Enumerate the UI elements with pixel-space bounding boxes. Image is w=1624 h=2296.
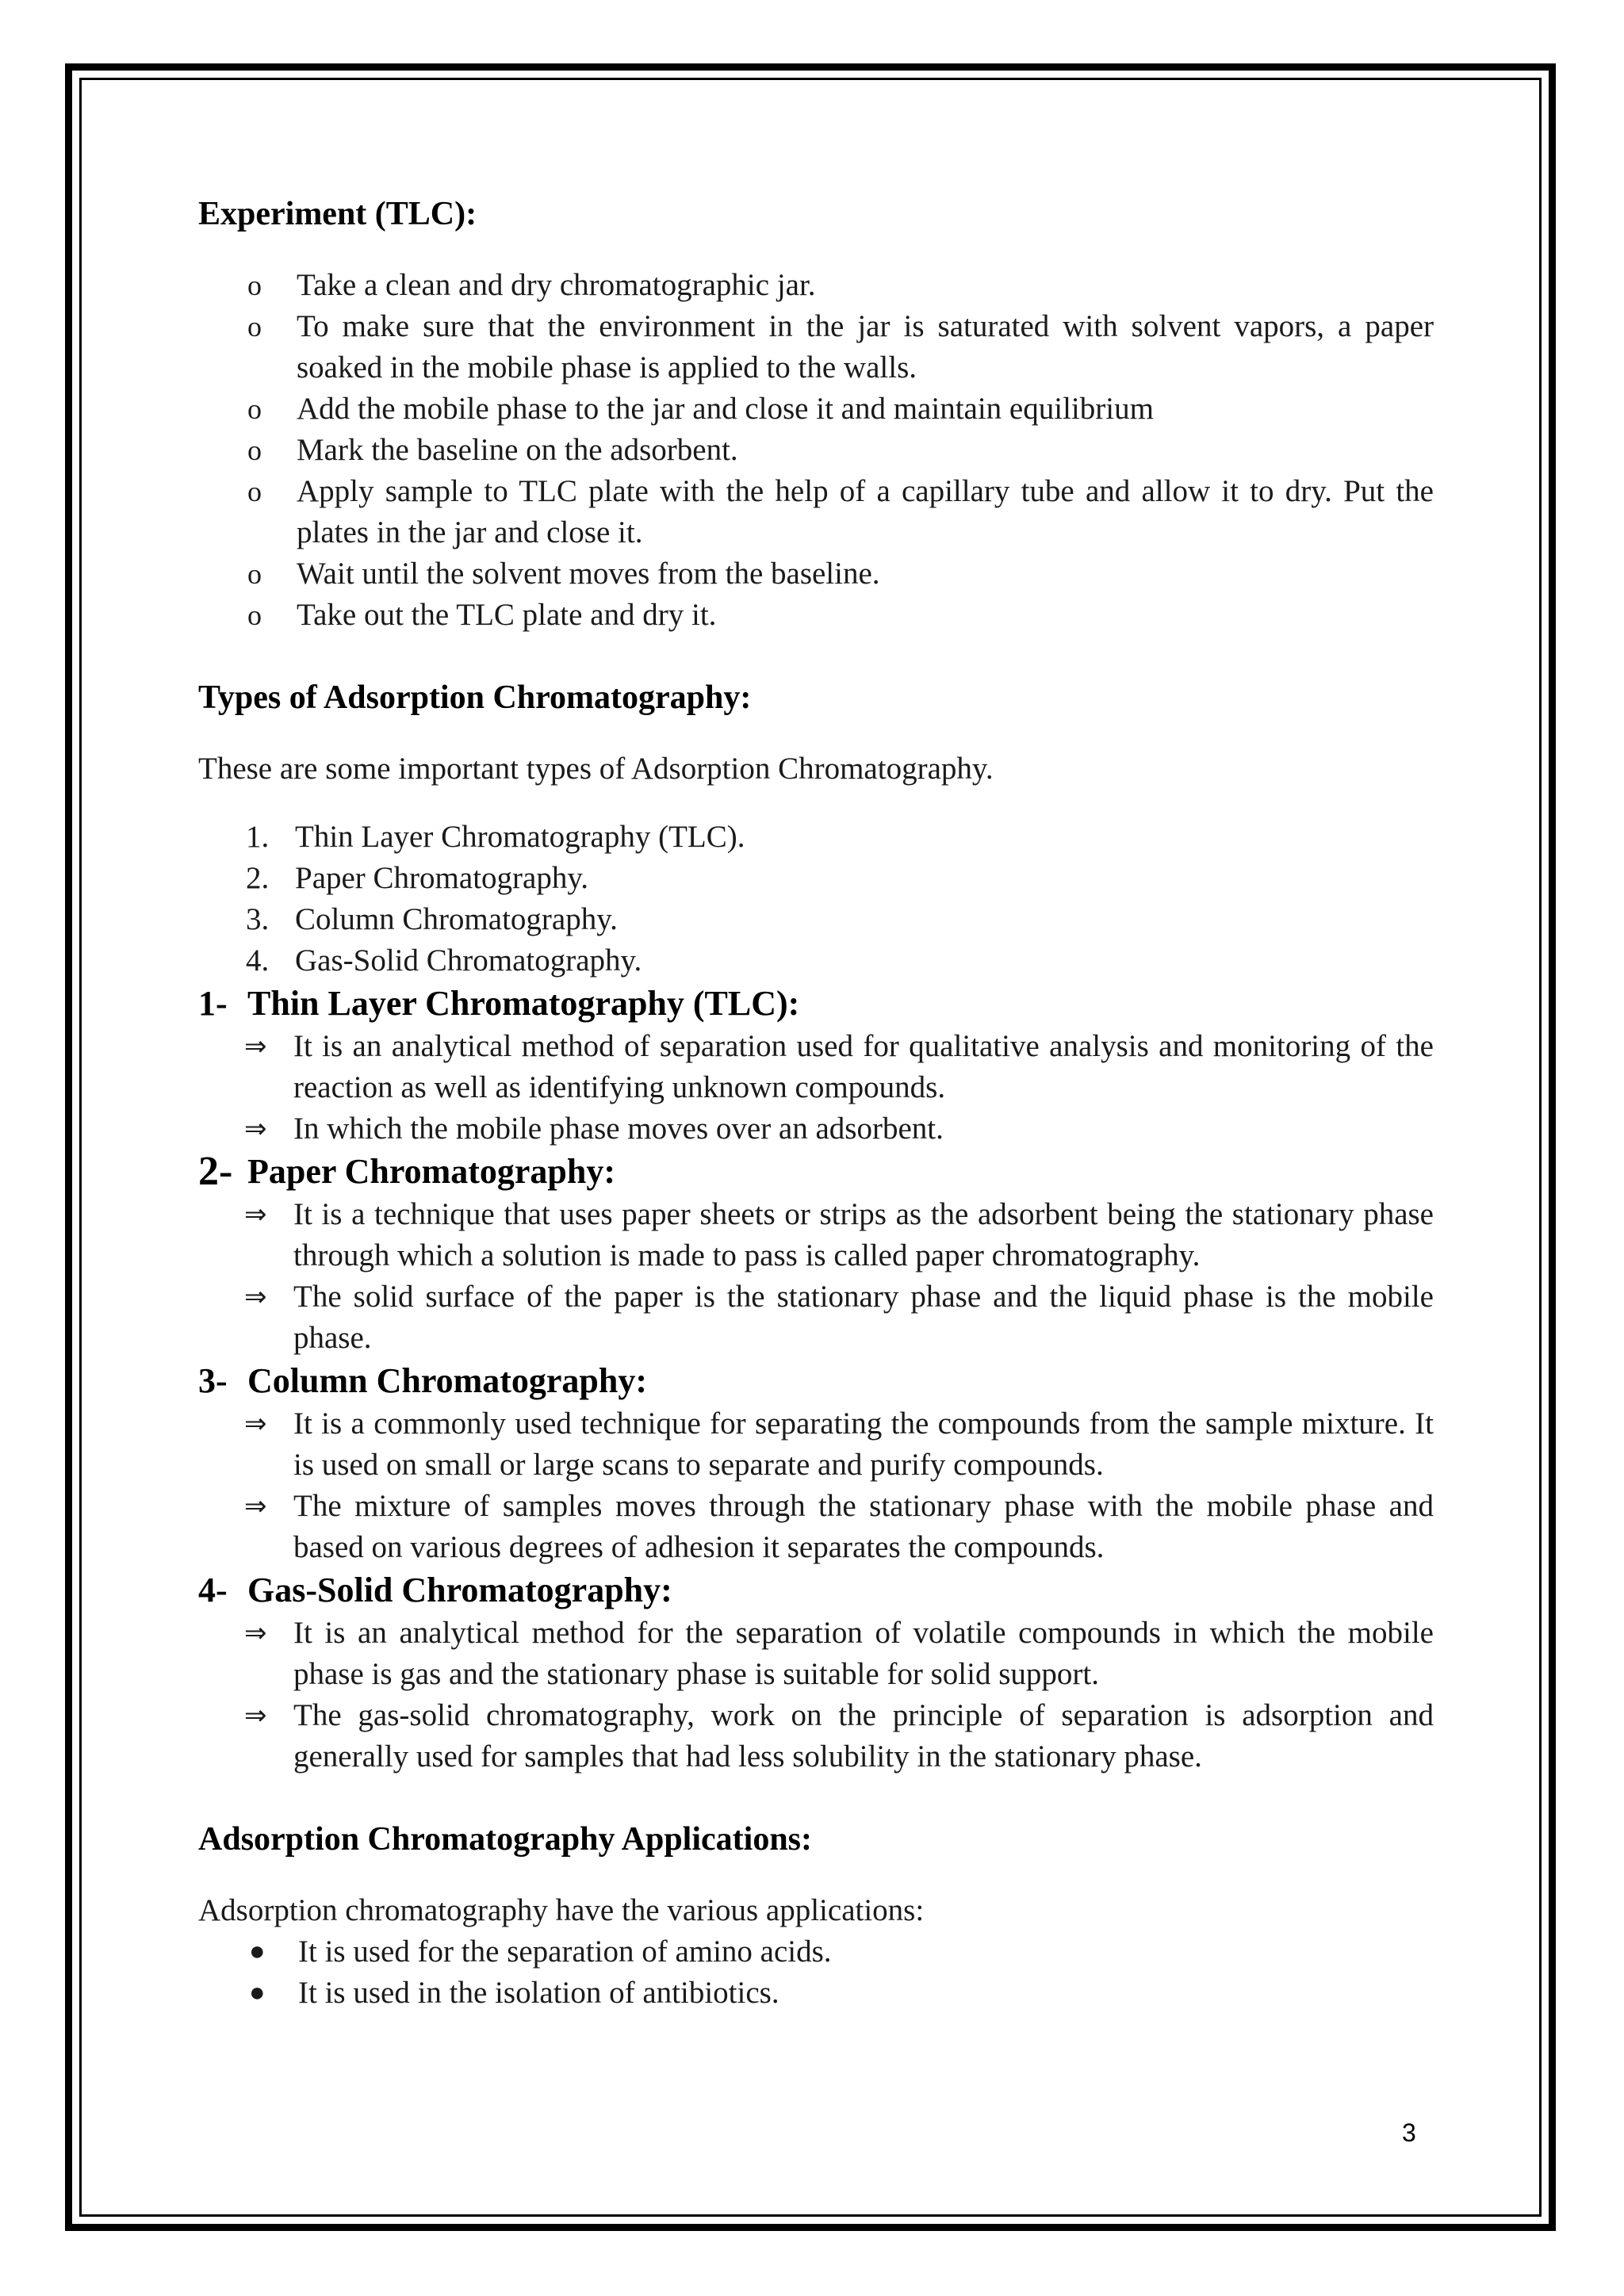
type-name: Column Chromatography. <box>295 902 618 936</box>
type-name: Gas-Solid Chromatography. <box>295 943 642 978</box>
section-point: It is an analytical method of separation used for qualitative analysis and monitoring of the reaction as well as identifying unknown compounds. <box>293 1029 1434 1104</box>
list-number: 2. <box>246 861 270 895</box>
list-item <box>198 1931 1434 1973</box>
section-number: 1- <box>198 984 228 1023</box>
applications-intro: Adsorption chromatography have the various applications: <box>198 1893 925 1927</box>
list-item <box>198 1695 1434 1777</box>
application-item: It is used in the isolation of antibiotics. <box>298 1976 779 2010</box>
list-item <box>198 430 1434 471</box>
circle-bullet-icon: o <box>247 311 262 342</box>
types-intro: These are some important types of Adsorption Chromatography. <box>198 752 994 786</box>
types-heading: Types of Adsorption Chromatography: <box>198 679 752 716</box>
list-number: 3. <box>246 902 270 936</box>
experiment-steps-list <box>198 265 1434 636</box>
applications-heading: Adsorption Chromatography Applications: <box>198 1821 813 1858</box>
section-title <box>198 1568 1434 1613</box>
list-item <box>198 899 1434 940</box>
type-name: Thin Layer Chromatography (TLC). <box>295 820 745 854</box>
circle-bullet-icon: o <box>247 393 262 425</box>
implies-arrow-icon: ⇒ <box>244 1490 267 1522</box>
section-title-text: Thin Layer Chromatography (TLC): <box>247 984 800 1023</box>
section-point: It is a technique that uses paper sheets or strips as the adsorbent being the stationary phase through which a solution is made to pass is called paper chromatography. <box>293 1197 1434 1272</box>
list-item <box>198 1026 1434 1108</box>
applications-list <box>198 1931 1434 2014</box>
list-item <box>198 1108 1434 1150</box>
section-point: It is a commonly used technique for separating the compounds from the sample mixture. It is used on small or large scans to separate and purify compounds. <box>293 1406 1434 1482</box>
experiment-heading: Experiment (TLC): <box>198 196 477 232</box>
list-item <box>198 388 1434 430</box>
section-number: 2- <box>198 1149 233 1194</box>
implies-arrow-icon: ⇒ <box>244 1700 267 1732</box>
list-item <box>198 1403 1434 1486</box>
circle-bullet-icon: o <box>247 476 262 507</box>
section-point: In which the mobile phase moves over an adsorbent. <box>293 1112 944 1146</box>
list-item <box>198 1973 1434 2014</box>
list-item <box>198 265 1434 306</box>
list-item <box>198 1276 1434 1359</box>
bullet-icon: ● <box>249 1978 266 2007</box>
section-title-text: Paper Chromatography: <box>247 1152 616 1191</box>
experiment-step: Wait until the solvent moves from the baseline. <box>297 557 880 591</box>
implies-arrow-icon: ⇒ <box>244 1199 267 1230</box>
section-title <box>198 982 1434 1026</box>
type-name: Paper Chromatography. <box>295 861 589 895</box>
section-point: The solid surface of the paper is the stationary phase and the liquid phase is the mobile phase. <box>293 1280 1434 1355</box>
section-number: 3- <box>198 1361 228 1400</box>
experiment-step: To make sure that the environment in the jar is saturated with solvent vapors, a paper soaked in the mobile phase is applied to the walls. <box>297 309 1434 385</box>
types-list <box>198 817 1434 982</box>
experiment-step: Add the mobile phase to the jar and close it and maintain equilibrium <box>297 392 1154 426</box>
list-item <box>198 595 1434 636</box>
section-point: It is an analytical method for the separation of volatile compounds in which the mobile phase is gas and the stationary phase is suitable for solid support. <box>293 1616 1434 1691</box>
circle-bullet-icon: o <box>247 270 262 301</box>
section-number: 4- <box>198 1571 228 1609</box>
section-title-text: Gas-Solid Chromatography: <box>247 1571 672 1609</box>
list-item <box>198 471 1434 553</box>
list-item <box>198 858 1434 899</box>
experiment-step: Take a clean and dry chromatographic jar. <box>297 268 816 302</box>
section-title <box>198 1150 1434 1194</box>
section-title <box>198 1359 1434 1403</box>
list-number: 1. <box>246 820 270 854</box>
list-number: 4. <box>246 943 270 978</box>
implies-arrow-icon: ⇒ <box>244 1113 267 1145</box>
list-item <box>198 940 1434 982</box>
implies-arrow-icon: ⇒ <box>244 1617 267 1649</box>
application-item: It is used for the separation of amino acids. <box>298 1934 832 1969</box>
bullet-icon: ● <box>249 1937 266 1966</box>
experiment-step: Apply sample to TLC plate with the help of a capillary tube and allow it to dry. Put the plates in the jar and close it. <box>297 474 1434 549</box>
list-item <box>198 1194 1434 1276</box>
section-title-text: Column Chromatography: <box>247 1361 648 1400</box>
section-point: The mixture of samples moves through the stationary phase with the mobile phase and based on various degrees of adhesion it separates the compounds. <box>293 1489 1434 1564</box>
list-item <box>198 1486 1434 1568</box>
experiment-step: Mark the baseline on the adsorbent. <box>297 433 738 467</box>
experiment-step: Take out the TLC plate and dry it. <box>297 598 717 632</box>
list-item <box>198 553 1434 595</box>
circle-bullet-icon: o <box>247 558 262 590</box>
implies-arrow-icon: ⇒ <box>244 1281 267 1313</box>
list-item <box>198 306 1434 388</box>
list-item <box>198 817 1434 858</box>
document-body <box>198 190 1434 2014</box>
implies-arrow-icon: ⇒ <box>244 1031 267 1062</box>
list-item <box>198 1613 1434 1695</box>
circle-bullet-icon: o <box>247 434 262 466</box>
circle-bullet-icon: o <box>247 599 262 631</box>
page-number: 3 <box>1402 2118 1416 2147</box>
implies-arrow-icon: ⇒ <box>244 1408 267 1440</box>
section-point: The gas-solid chromatography, work on the principle of separation is adsorption and generally used for samples that had less solubility in the stationary phase. <box>293 1698 1434 1774</box>
